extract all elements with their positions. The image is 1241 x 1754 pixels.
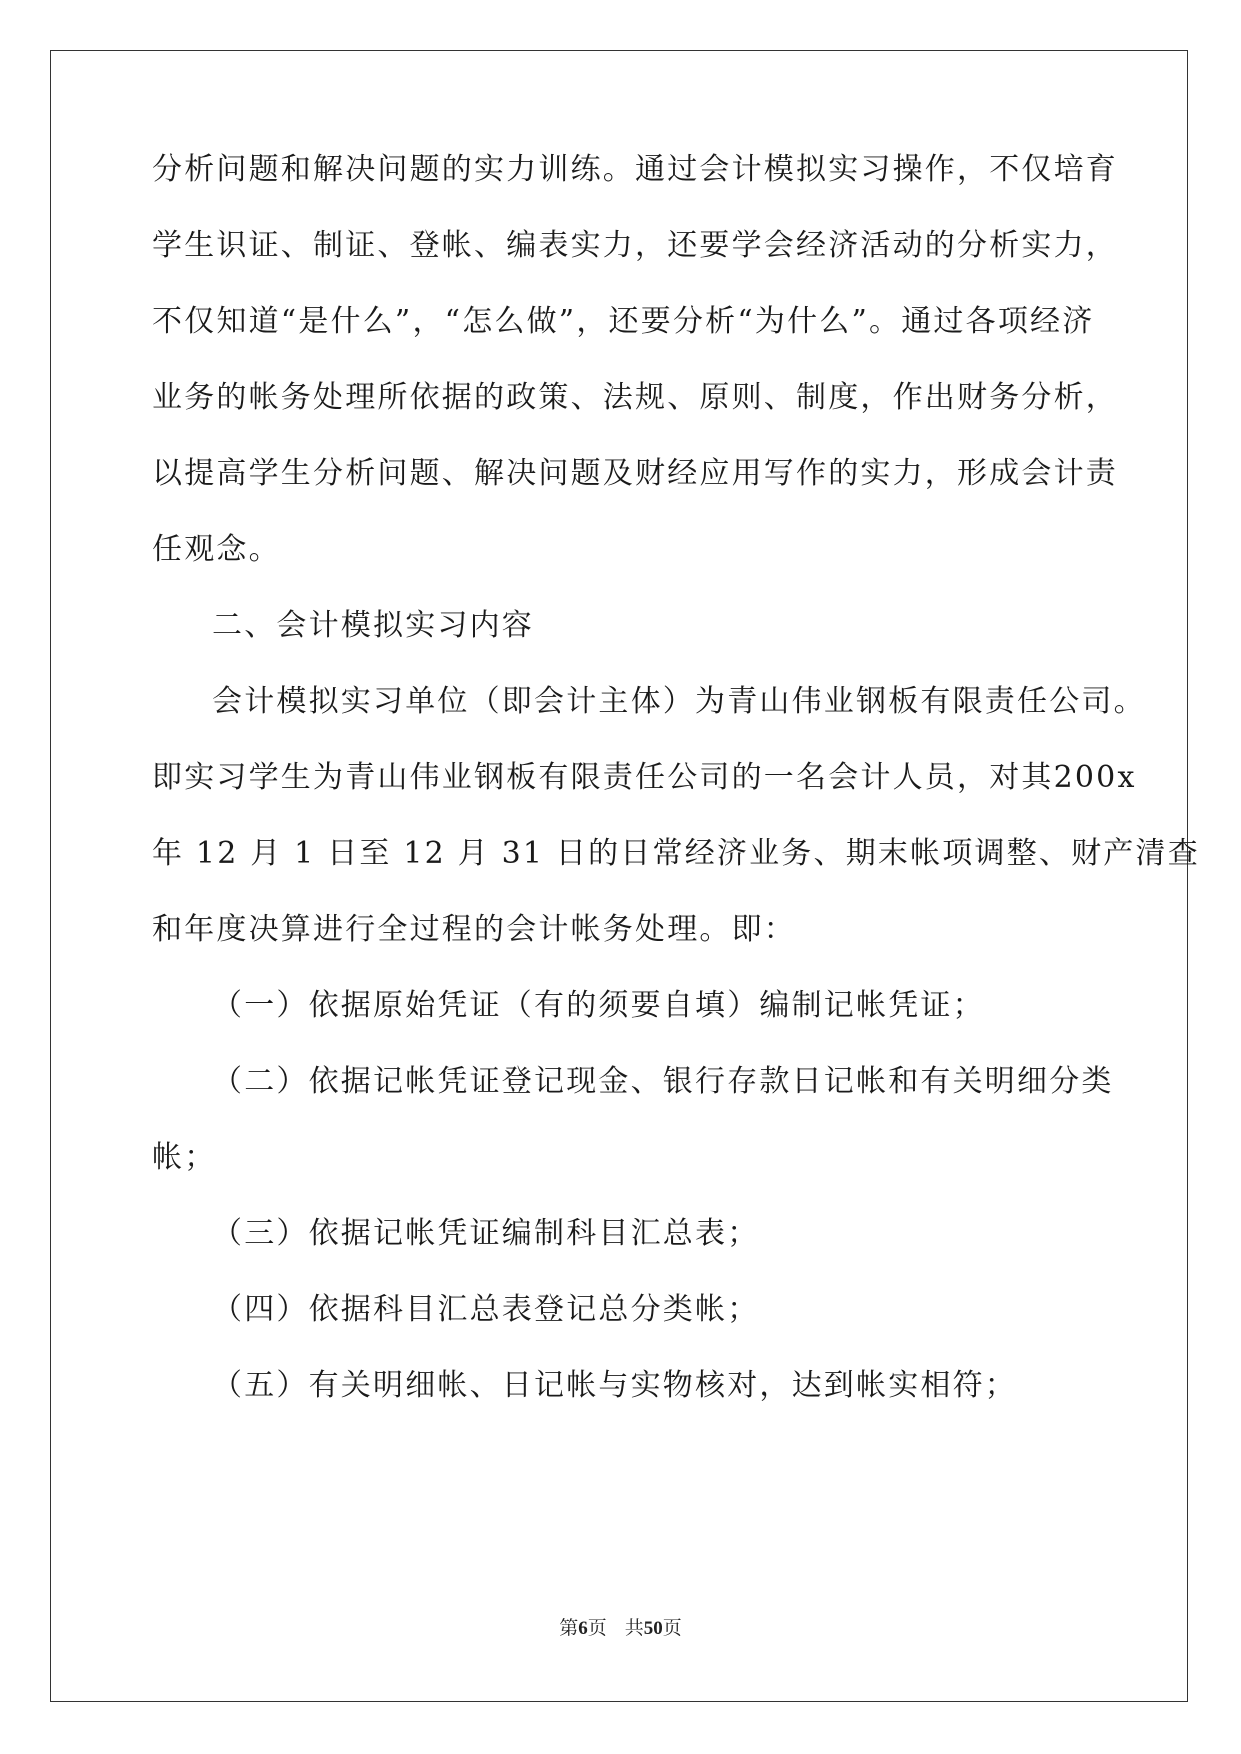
page-prefix: 第	[559, 1618, 579, 1639]
total-suffix: 页	[662, 1618, 682, 1639]
paragraph-line: 分析问题和解决问题的实力训练。通过会计模拟实习操作，不仅培育	[152, 152, 1118, 187]
paragraph-line: 任观念。	[152, 532, 281, 567]
page-footer	[0, 1613, 1241, 1640]
paragraph-line: 以提高学生分析问题、解决问题及财经应用写作的实力，形成会计责	[152, 456, 1118, 491]
paragraph-line: 业务的帐务处理所依据的政策、法规、原则、制度，作出财务分析，	[152, 380, 1118, 415]
paragraph-line: 即实习学生为青山伟业钢板有限责任公司的一名会计人员，对其200x	[152, 760, 1137, 795]
list-item: （四）依据科目汇总表登记总分类帐；	[212, 1292, 760, 1327]
paragraph-line: 年 12 月 1 日至 12 月 31 日的日常经济业务、期末帐项调整、财产清查	[152, 836, 1200, 871]
list-item: （一）依据原始凭证（有的须要自填）编制记帐凭证；	[212, 988, 985, 1023]
page-number: 6	[578, 1618, 588, 1639]
list-item: （五）有关明细帐、日记帐与实物核对，达到帐实相符；	[212, 1368, 1017, 1403]
total-pages: 50	[643, 1618, 663, 1639]
list-item: （二）依据记帐凭证登记现金、银行存款日记帐和有关明细分类	[212, 1064, 1114, 1099]
paragraph-line: 和年度决算进行全过程的会计帐务处理。即：	[152, 912, 796, 947]
paragraph-line: 学生识证、制证、登帐、编表实力，还要学会经济活动的分析实力，	[152, 228, 1118, 263]
list-item: （三）依据记帐凭证编制科目汇总表；	[212, 1216, 760, 1251]
section-heading: 二、会计模拟实习内容	[212, 608, 534, 643]
paragraph-line: 会计模拟实习单位（即会计主体）为青山伟业钢板有限责任公司。	[212, 684, 1146, 719]
list-item-continuation: 帐；	[152, 1140, 217, 1175]
page-border	[50, 50, 1188, 1702]
total-prefix: 共	[624, 1618, 644, 1639]
paragraph-line: 不仅知道“是什么”，“怎么做”，还要分析“为什么”。通过各项经济	[152, 304, 1095, 339]
page-suffix: 页	[587, 1618, 607, 1639]
